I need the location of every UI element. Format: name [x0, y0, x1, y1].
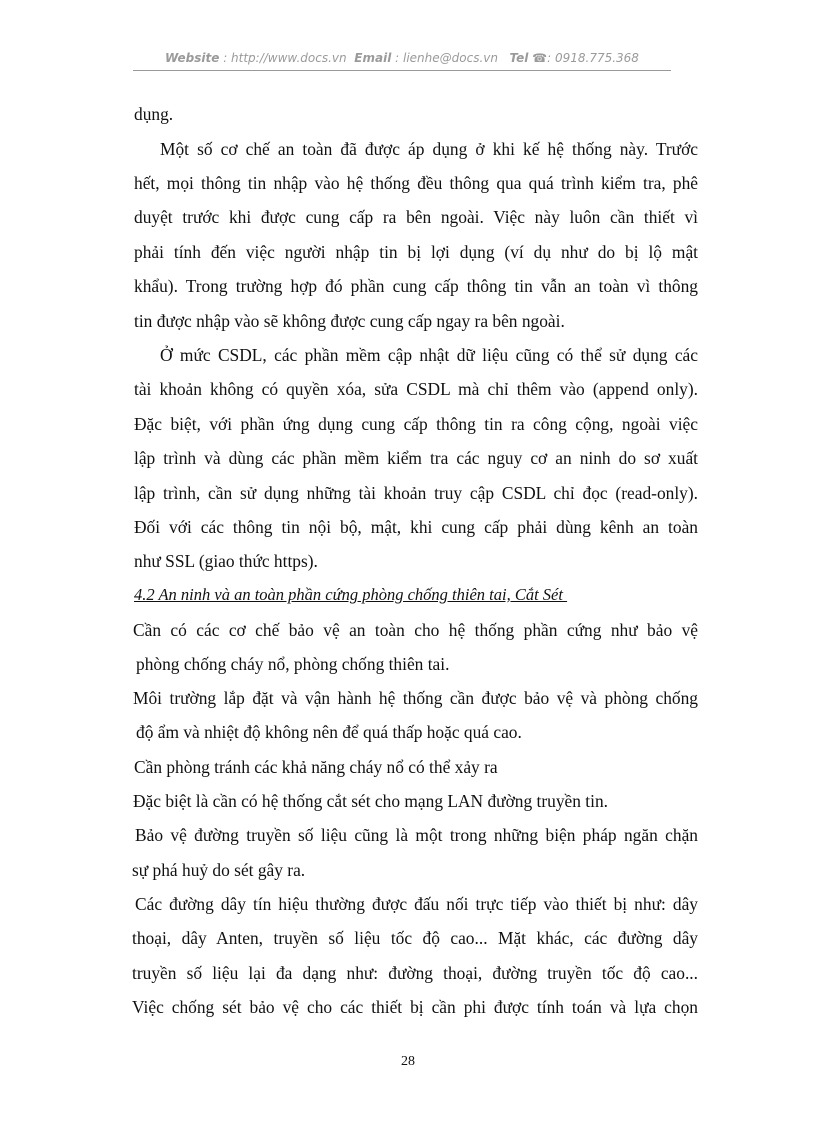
- body-line: tài khoản không có quyền xóa, sửa CSDL mà chỉ thêm vào (append only).: [134, 379, 698, 399]
- body-line: khẩu). Trong trường hợp đó phần cung cấp thông tin vẫn an toàn vì thông: [134, 276, 698, 296]
- body-line: lập trình và dùng các phần mềm kiểm tra các nguy cơ an ninh do sơ xuất: [134, 448, 698, 468]
- body-line: Đối với các thông tin nội bộ, mật, khi cung cấp phải dùng kênh an toàn: [134, 517, 698, 537]
- tel-value: : 0918.775.368: [547, 51, 639, 65]
- body-line: Bảo vệ đường truyền số liệu cũng là một trong những biện pháp ngăn chặn: [135, 825, 698, 845]
- body-line: như SSL (giao thức https).: [134, 551, 318, 571]
- website-label: Website: [165, 51, 220, 65]
- body-line: Một số cơ chế an toàn đã được áp dụng ở khi kế hệ thống này. Trước: [160, 139, 698, 159]
- website-value: : http://www.docs.vn: [223, 51, 347, 65]
- body-line: tin được nhập vào sẽ không được cung cấp ngay ra bên ngoài.: [134, 311, 565, 331]
- body-line: Ở mức CSDL, các phần mềm cập nhật dữ liệu cũng có thể sử dụng các: [160, 345, 698, 365]
- tel-label: Tel: [509, 51, 529, 65]
- email-value: : lienhe@docs.vn: [395, 51, 498, 65]
- body-line: Môi trường lắp đặt và vận hành hệ thống cần được bảo vệ và phòng chống: [133, 688, 698, 708]
- body-line: Cần có các cơ chế bảo vệ an toàn cho hệ thống phần cứng như bảo vệ: [133, 620, 698, 640]
- body-line: độ ẩm và nhiệt độ không nên để quá thấp hoặc quá cao.: [136, 722, 522, 742]
- page-number: 28: [401, 1054, 415, 1069]
- body-line: Đặc biệt, với phần ứng dụng cung cấp thông tin ra công cộng, ngoài việc: [134, 414, 698, 434]
- phone-icon: ☎: [532, 51, 548, 65]
- body-line: lập trình, cần sử dụng những tài khoản truy cập CSDL chỉ đọc (read-only).: [134, 483, 698, 503]
- body-line: sự phá huỷ do sét gây ra.: [132, 860, 306, 880]
- body-line: duyệt trước khi được cung cấp ra bên ngoài. Việc này luôn cần thiết vì: [134, 207, 698, 227]
- body-line: truyền số liệu lại đa dạng như: đường thoại, đường truyền tốc độ cao...: [132, 963, 698, 983]
- body-line: phòng chống cháy nổ, phòng chống thiên tai.: [136, 654, 450, 674]
- body-line: Cần phòng tránh các khả năng cháy nổ có thể xảy ra: [134, 757, 498, 777]
- section-heading: 4.2 An ninh và an toàn phần cứng phòng chống thiên tai, Cắt Sét: [134, 585, 568, 604]
- body-line: dụng.: [134, 104, 174, 124]
- header-divider: [133, 70, 671, 71]
- body-line: hết, mọi thông tin nhập vào hệ thống đều thông qua quá trình kiểm tra, phê: [134, 173, 698, 193]
- body-line: Đặc biệt là cần có hệ thống cắt sét cho mạng LAN đường truyền tin.: [133, 791, 608, 811]
- body-line: phải tính đến việc người nhập tin bị lợi dụng (ví dụ như do bị lộ mật: [134, 242, 698, 262]
- email-label: Email: [354, 51, 392, 65]
- page-header: [133, 51, 671, 65]
- body-line: thoại, dây Anten, truyền số liệu tốc độ cao... Mặt khác, các đường dây: [132, 928, 698, 948]
- body-line: Các đường dây tín hiệu thường được đấu nối trực tiếp vào thiết bị như: dây: [135, 894, 698, 914]
- body-line: Việc chống sét bảo vệ cho các thiết bị cần phi được tính toán và lựa chọn: [132, 997, 698, 1017]
